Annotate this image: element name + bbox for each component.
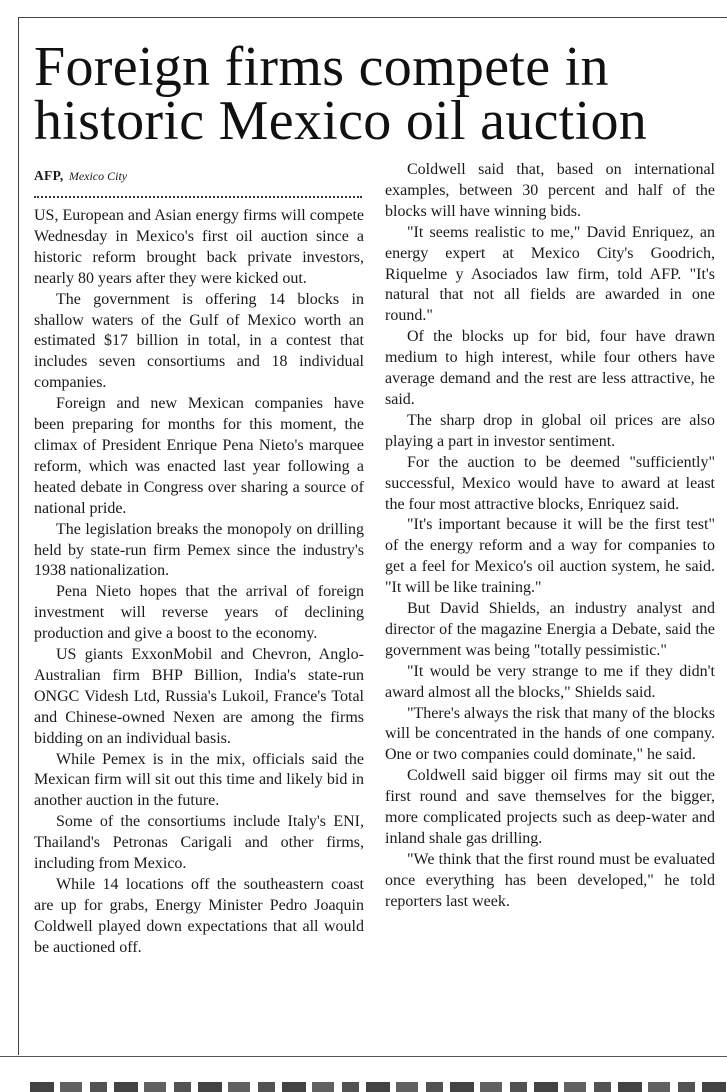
- paragraph: US, European and Asian energy firms will compete Wednesday in Mexico's first oil auction since a historic reform brought back private investors, nearly 80 years after they were kicked out.: [34, 207, 364, 287]
- paragraph: "It would be very strange to me if they didn't award almost all the blocks," Shields said.: [385, 662, 715, 701]
- paragraph: Coldwell said that, based on international examples, between 30 percent and half of the blocks will have winning bids.: [385, 161, 715, 220]
- headline-line-2: historic Mexico oil auction: [34, 90, 648, 152]
- paragraph: While Pemex is in the mix, officials said the Mexican firm will sit out this time and likely bid in another auction in the future.: [34, 750, 364, 810]
- paragraph: Some of the consortiums include Italy's ENI, Thailand's Petronas Carigali and other firms, including from Mexico.: [34, 813, 364, 873]
- paragraph: While 14 locations off the southeastern coast are up for grabs, Energy Minister Pedro Joaquin Coldwell played down expectations that all would be auctioned off.: [34, 876, 364, 956]
- paragraph: The government is offering 14 blocks in shallow waters of the Gulf of Mexico worth an estimated $17 billion in total, in a contest that includes seven consortiums and 18 individual companies.: [34, 290, 364, 392]
- headline-line-1: Foreign firms compete in: [34, 36, 609, 98]
- paragraph: The sharp drop in global oil prices are also playing a part in investor sentiment.: [385, 411, 715, 450]
- paragraph: Coldwell said bigger oil firms may sit out the first round and save themselves for the bigger, more complicated projects such as deep-water and inland shale gas drilling.: [385, 767, 715, 847]
- bottom-border-rule: [0, 1056, 727, 1057]
- paragraph: Foreign and new Mexican companies have been preparing for months for this moment, the climax of President Enrique Pena Nieto's marquee reform, which was enacted last year following a heated debate in Congress over sharing a source of national pride.: [34, 395, 364, 517]
- byline-location: Mexico City: [68, 169, 128, 183]
- paragraph: Of the blocks up for bid, four have drawn medium to high interest, while four others have average demand and the rest are less attractive, he said.: [385, 328, 715, 408]
- paragraph: "There's always the risk that many of the blocks will be concentrated in the hands of one company. One or two companies could dominate," he said.: [385, 704, 715, 764]
- paragraph: For the auction to be deemed "sufficiently" successful, Mexico would have to award at least the four most attractive blocks, Enriquez said.: [385, 453, 715, 513]
- paragraph: "We think that the first round must be evaluated once everything has been developed," he told reporters last week.: [385, 850, 715, 910]
- article-column-right: [385, 160, 715, 913]
- paragraph: "It seems realistic to me," David Enriquez, an energy expert at Mexico City's Goodrich, Riquelme y Asociados law firm, told AFP. "It's natural that not all fields are awarded in one round.": [385, 223, 715, 325]
- paragraph: The legislation breaks the monopoly on drilling held by state-run firm Pemex since the industry's 1938 nationalization.: [34, 520, 364, 580]
- article-headline: [34, 36, 714, 152]
- top-border-rule: [18, 17, 727, 18]
- paragraph: "It's important because it will be the first test" of the energy reform and a way for companies to get a feel for Mexico's oil auction system, he said. "It will be like training.": [385, 516, 715, 597]
- paragraph: US giants ExxonMobil and Chevron, Anglo-Australian firm BHP Billion, India's state-run ONGC Videsh Ltd, Russia's Lukoil, France's Total and Chinese-owned Nexen are among the firms bidding on an individual basis.: [34, 646, 364, 747]
- article-column-left: [34, 166, 364, 959]
- paragraph: Pena Nieto hopes that the arrival of foreign investment will reverse years of declining production and give a boost to the economy.: [34, 583, 364, 643]
- paragraph: But David Shields, an industry analyst and director of the magazine Energia a Debate, said the government was being "totally pessimistic.": [385, 600, 715, 659]
- byline-dotted-divider: [34, 186, 362, 198]
- byline: [34, 166, 364, 186]
- left-border-rule: [18, 18, 19, 1055]
- byline-agency: AFP,: [34, 168, 64, 183]
- next-article-cropped-strip: [30, 1082, 727, 1092]
